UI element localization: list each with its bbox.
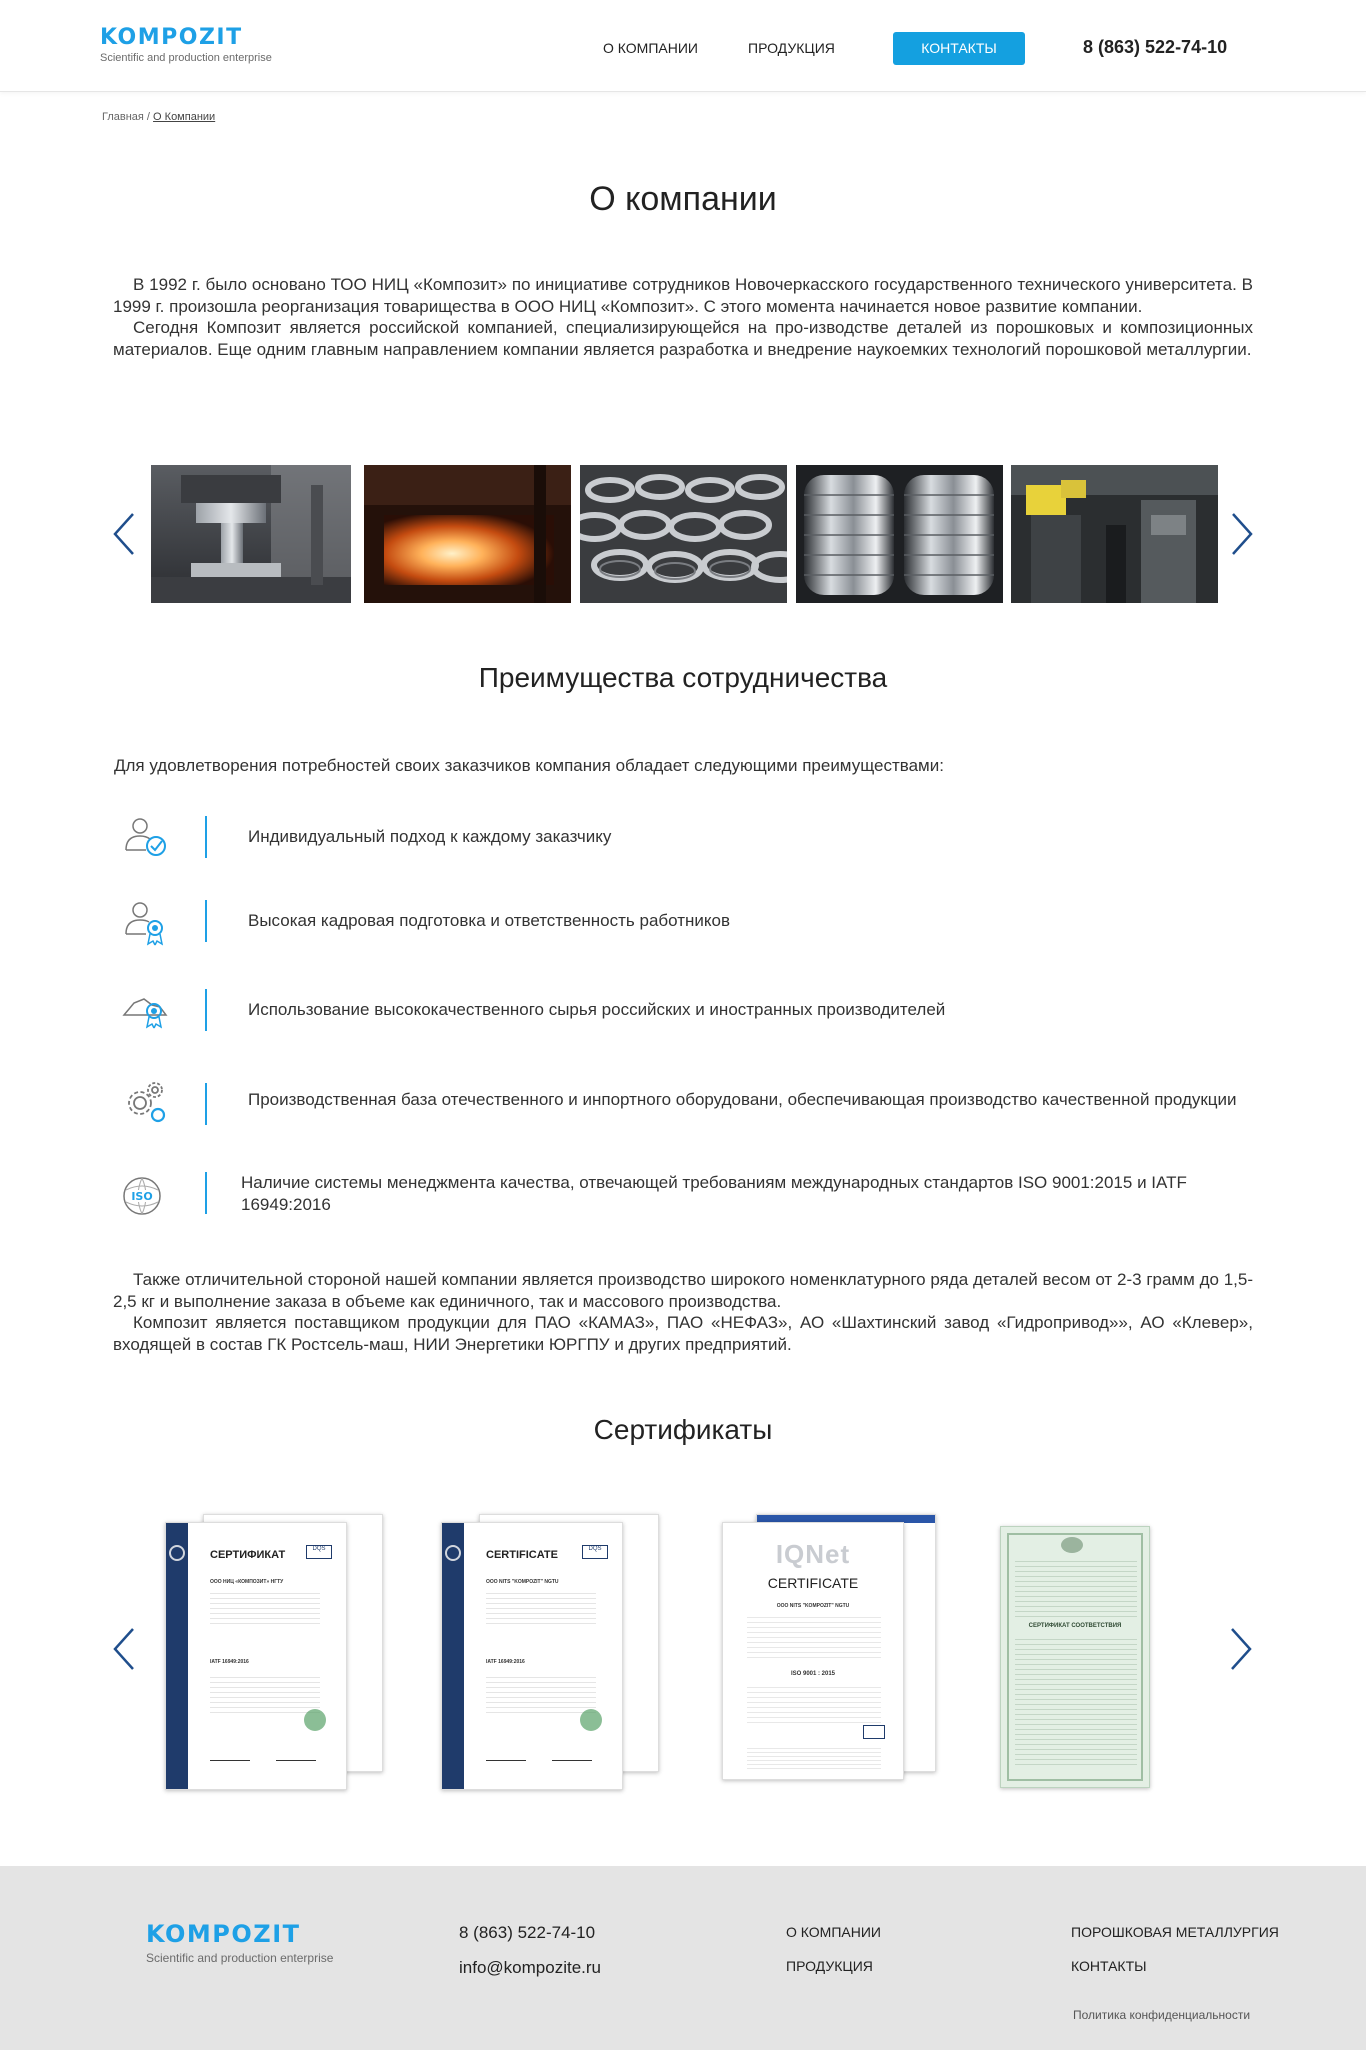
site-footer — [0, 1866, 1366, 2050]
advantage-item — [110, 812, 1260, 864]
factory-floor-photo[interactable] — [1011, 465, 1218, 603]
certificate-front-page — [1000, 1526, 1150, 1788]
footer-link-products[interactable]: ПРОДУКЦИЯ — [786, 1958, 873, 1974]
advantage-text: Индивидуальный подход к каждому заказчику — [248, 827, 612, 846]
certificate-heading: СЕРТИФИКАТ СООТВЕТСТВИЯ — [1028, 1623, 1122, 1629]
outro-text — [113, 1269, 1253, 1355]
certificate-card[interactable] — [441, 1510, 666, 1790]
chevron-left-icon — [111, 1627, 137, 1671]
privacy-policy-link[interactable]: Политика конфиденциальности — [1073, 2008, 1251, 2022]
certificates-prev-arrow[interactable] — [111, 1627, 137, 1671]
user-award-icon — [120, 896, 172, 948]
certificates-title: Сертификаты — [593, 1414, 773, 1445]
logo-tagline: Scientific and production enterprise — [146, 1951, 334, 1965]
steel-rings-stack-photo[interactable] — [796, 465, 1003, 603]
breadcrumb-separator: / — [143, 111, 154, 123]
advantage-text: Использование высококачественного сырья российских и иностранных производителей — [248, 1000, 946, 1019]
advantage-separator — [205, 1083, 207, 1125]
intro-paragraph: Сегодня Композит является российской компанией, специализирующейся на про-изводстве деталей из порошковых и композиционных материалов. Еще одним главным направлением компании является разработка и внедрение наукоемких технологий порошковой металлургии. — [113, 318, 1253, 359]
advantage-text: Высокая кадровая подготовка и ответственность работников — [248, 911, 731, 930]
certificate-company: OOO NITS "KOMPOZIT" NGTU — [486, 1579, 559, 1585]
certificate-company: ООО НИЦ «КОМПОЗИТ» НГТУ — [210, 1579, 284, 1585]
certificate-heading: CERTIFICATE — [767, 1575, 859, 1591]
footer-link-powder-metallurgy[interactable]: ПОРОШКОВАЯ МЕТАЛЛУРГИЯ — [1071, 1924, 1279, 1940]
footer-phone[interactable]: 8 (863) 522-74-10 — [459, 1923, 596, 1942]
material-award-icon — [120, 985, 172, 1037]
certificate-heading: СЕРТИФИКАТ — [210, 1549, 286, 1561]
certificate-standard: ISO 9001 : 2015 — [790, 1671, 836, 1677]
nav-products[interactable]: ПРОДУКЦИЯ — [748, 40, 835, 56]
outro-paragraph: Также отличительной стороной нашей компании является производство широкого номенклатурного ряда деталей весом от 2-3 грамм до 1,5-2,5 кг и выполнение заказа в объеме как единичного, так и массового производства. — [113, 1270, 1253, 1311]
iso-icon — [120, 1170, 172, 1222]
breadcrumb — [102, 111, 215, 123]
footer-link-about[interactable]: О КОМПАНИИ — [786, 1924, 881, 1940]
advantage-item — [110, 1166, 1260, 1222]
certificate-card[interactable] — [996, 1510, 1156, 1790]
certificates-next-arrow[interactable] — [1228, 1627, 1254, 1671]
advantage-separator — [205, 900, 207, 942]
svg-text:ISO: ISO — [131, 1190, 153, 1203]
gears-icon — [120, 1077, 172, 1129]
header-logo[interactable] — [100, 27, 272, 64]
certificate-front-page: СЕРТИФИКАТ DQS ООО НИЦ «КОМПОЗИТ» НГТУ IATF 16949:2016 — [165, 1522, 347, 1790]
nav-about[interactable]: О КОМПАНИИ — [603, 40, 698, 56]
footer-link-contacts[interactable]: КОНТАКТЫ — [1071, 1958, 1147, 1974]
certificate-front-page — [722, 1522, 904, 1780]
certificate-heading: CERTIFICATE — [486, 1549, 558, 1561]
certificate-standard: IATF 16949:2016 — [210, 1659, 249, 1665]
gallery-next-arrow[interactable] — [1229, 512, 1255, 556]
site-header — [0, 0, 1366, 92]
advantage-item — [110, 985, 1260, 1037]
header-phone[interactable]: 8 (863) 522-74-10 — [1083, 37, 1228, 57]
advantages-intro: Для удовлетворения потребностей своих заказчиков компания обладает следующими преимуществами: — [114, 756, 944, 775]
hot-forging-photo[interactable] — [364, 465, 571, 603]
breadcrumb-current[interactable]: О Компании — [153, 111, 216, 123]
intro-paragraph: В 1992 г. было основано ТОО НИЦ «Композит» по инициативе сотрудников Новочеркасского государственного технического университета. В 1999 г. произошла реорганизация товарищества в ООО НИЦ «Композит». С этого момента начинается новое развитие компании. — [113, 275, 1253, 316]
metal-rings-photo[interactable] — [580, 465, 787, 603]
press-machine-photo[interactable] — [151, 465, 351, 603]
nav-contacts-button[interactable]: КОНТАКТЫ — [893, 32, 1025, 65]
certificate-card[interactable] — [722, 1510, 947, 1790]
footer-email[interactable]: info@kompozite.ru — [459, 1958, 601, 1977]
logo-brand: KOMPOZIT — [146, 1920, 301, 1948]
page-title: О компании — [589, 180, 777, 218]
breadcrumb-home[interactable]: Главная — [102, 111, 144, 123]
advantage-text: Наличие системы менеджмента качества, отвечающей требованиям международных стандартов ISO 9001:2015 и IATF 16949:2016 — [241, 1173, 1187, 1214]
advantage-separator — [205, 989, 207, 1031]
advantage-separator — [205, 1172, 207, 1214]
advantage-separator — [205, 816, 207, 858]
intro-text — [113, 274, 1253, 360]
chevron-right-icon — [1229, 512, 1255, 556]
footer-logo[interactable] — [146, 1922, 333, 1965]
advantage-item — [110, 1077, 1260, 1133]
certificate-card[interactable] — [165, 1510, 390, 1790]
iqnet-logo: IQNet — [775, 1539, 851, 1569]
chevron-left-icon — [111, 512, 137, 556]
logo-brand: KOMPOZIT — [100, 25, 243, 50]
logo-tagline: Scientific and production enterprise — [100, 52, 272, 64]
advantage-item — [110, 896, 1260, 948]
user-check-icon — [120, 812, 172, 864]
certificate-front-page: CERTIFICATE DQS OOO NITS "KOMPOZIT" NGTU IATF 16949:2016 — [441, 1522, 623, 1790]
advantages-title: Преимущества сотрудничества — [478, 662, 888, 693]
gallery-prev-arrow[interactable] — [111, 512, 137, 556]
certificate-company: OOO NITS "KOMPOZIT" NGTU — [776, 1603, 850, 1609]
outro-paragraph: Композит является поставщиком продукции для ПАО «КАМАЗ», ПАО «НЕФАЗ», АО «Шахтинский завод «Гидропривод»», АО «Клевер», входящей в состав ГК Ростсель-маш, НИИ Энергетики ЮРГПУ и других предприятий. — [113, 1313, 1253, 1354]
chevron-right-icon — [1228, 1627, 1254, 1671]
certificate-standard: IATF 16949:2016 — [486, 1659, 525, 1665]
advantage-text: Производственная база отечественного и инпортного оборудовани, обеспечивающая производство качественной продукции — [248, 1090, 1237, 1109]
